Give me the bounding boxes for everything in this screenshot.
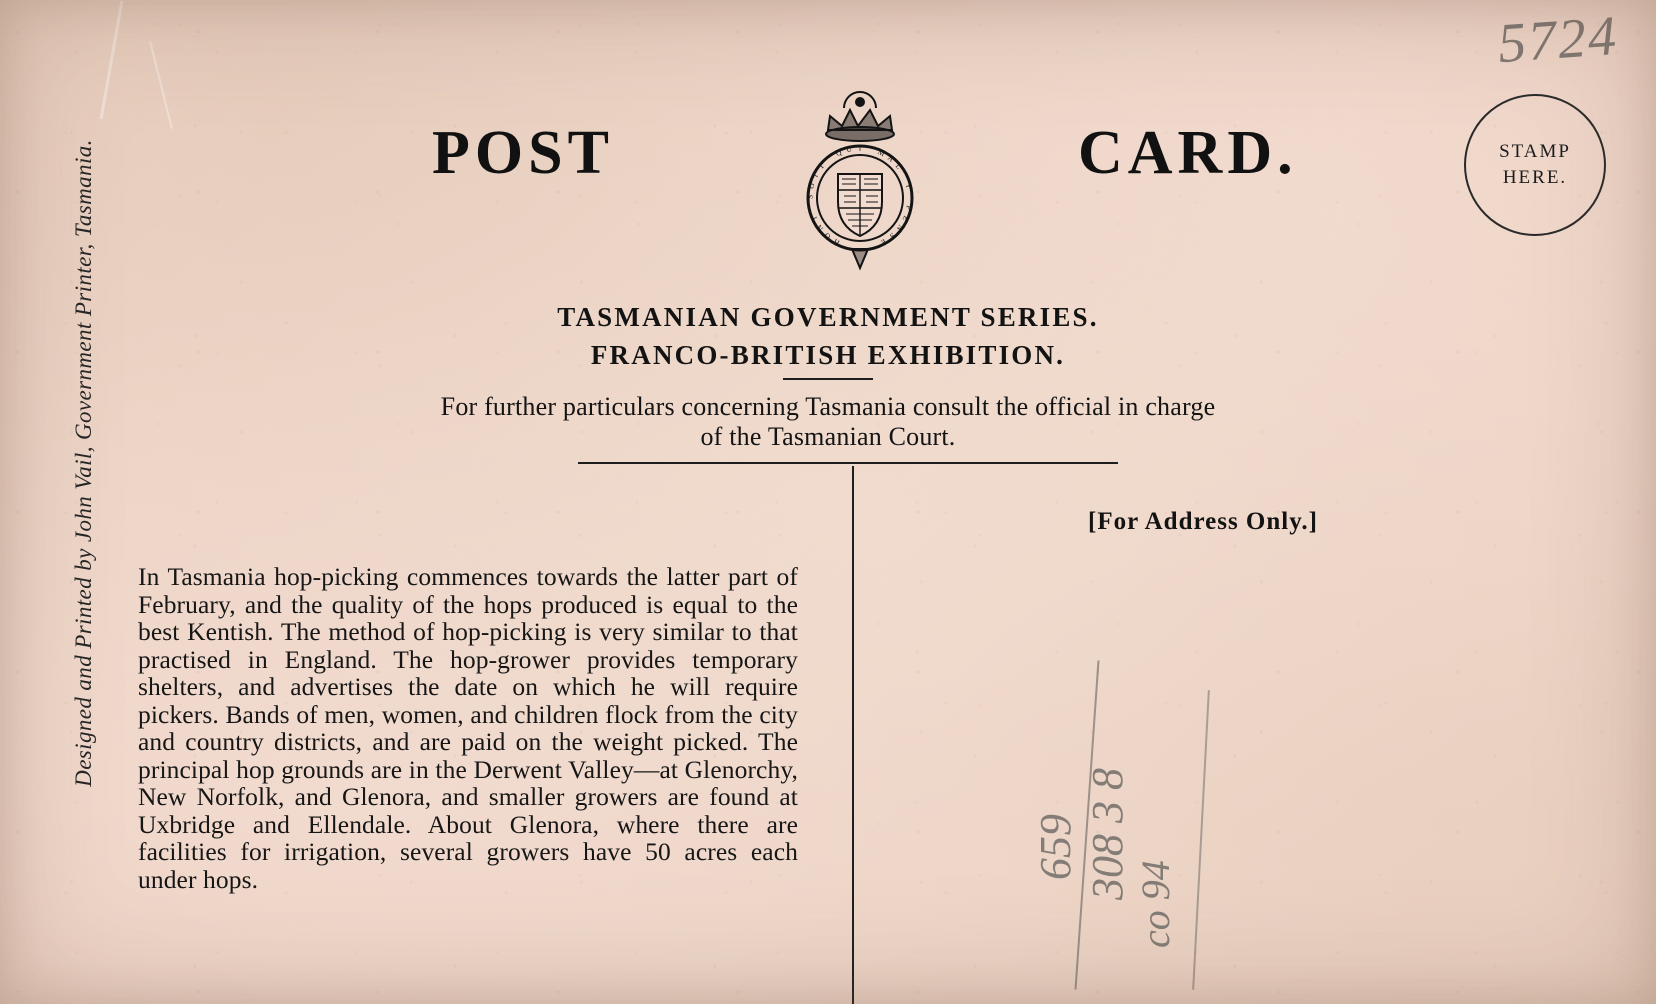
descriptive-body-text: In Tasmania hop-picking commences towards the latter part of February, and the quality of the hops produced is equal to the best Kentish. The method of hop-picking is very similar to that practised in England. The hop-grower provides temporary shelters, and advertises the date on which he will require pickers. Bands of men, women, and children flock from the city and country districts, and are paid on the weight picked. The principal hop grounds are in the Derwent Valley—at Glenorchy, New Norfolk, and Glenora, and smaller growers are found at Uxbridge and Ellendale. About Glenora, where there are facilities for irrigation, several growers have 50 acres each under hops. <box>138 562 798 894</box>
vertical-divider <box>852 466 854 1004</box>
divider-long <box>578 462 1118 464</box>
stamp-label-line-2: HERE. <box>1502 167 1568 188</box>
svg-text:M: M <box>876 147 887 159</box>
svg-text:H: H <box>832 236 842 248</box>
svg-text:I: I <box>810 172 820 179</box>
svg-text:O: O <box>806 182 817 190</box>
series-title: TASMANIAN GOVERNMENT SERIES. <box>557 302 1099 332</box>
svg-text:P: P <box>904 204 914 211</box>
svg-text:S: S <box>888 231 898 241</box>
pencil-stroke <box>1192 690 1210 990</box>
card-heading: CARD. <box>1078 119 1298 187</box>
pencil-annotation-3: co 94 <box>1133 860 1178 948</box>
svg-text:Q: Q <box>834 147 843 159</box>
svg-text:S: S <box>805 194 815 200</box>
svg-text:E: E <box>900 214 911 223</box>
exhibition-title: FRANCO-BRITISH EXHIBITION. <box>590 340 1066 370</box>
royal-crest <box>768 40 958 280</box>
svg-text:E: E <box>879 237 888 248</box>
svg-text:T: T <box>816 161 827 171</box>
svg-text:Y: Y <box>903 182 914 190</box>
stamp-here-box <box>1464 94 1606 236</box>
crest-arc-label <box>768 40 958 92</box>
address-only-label: [For Address Only.] <box>1088 508 1318 535</box>
stamp-label-line-1: STAMP <box>1499 141 1571 163</box>
paper-crease <box>149 41 173 129</box>
svg-text:A: A <box>885 153 896 164</box>
coat-of-arms-icon <box>788 86 938 276</box>
svg-text:O: O <box>822 230 833 242</box>
pencil-annotation-2: 308 3 8 <box>1083 768 1132 900</box>
further-particulars-line-2: of the Tasmanian Court. <box>700 422 956 451</box>
svg-text:I: I <box>858 143 862 153</box>
post-heading: POST <box>432 119 614 187</box>
svg-text:U: U <box>845 144 853 155</box>
printer-imprint-text: Designed and Printed by John Vail, Government Printer, Tasmania. <box>71 139 96 787</box>
divider-short <box>783 378 873 380</box>
svg-text:L: L <box>893 161 904 171</box>
printer-imprint <box>44 30 96 910</box>
svg-text:N: N <box>894 223 906 233</box>
svg-text:N: N <box>814 223 826 233</box>
pencil-annotation-top-right: 5724 <box>1495 4 1621 76</box>
further-particulars-line-1: For further particulars concerning Tasmania consult the official in charge <box>440 392 1216 421</box>
svg-text:I: I <box>809 215 819 222</box>
pencil-annotation-1: 659 <box>1031 814 1080 880</box>
paper-crease <box>100 1 124 120</box>
